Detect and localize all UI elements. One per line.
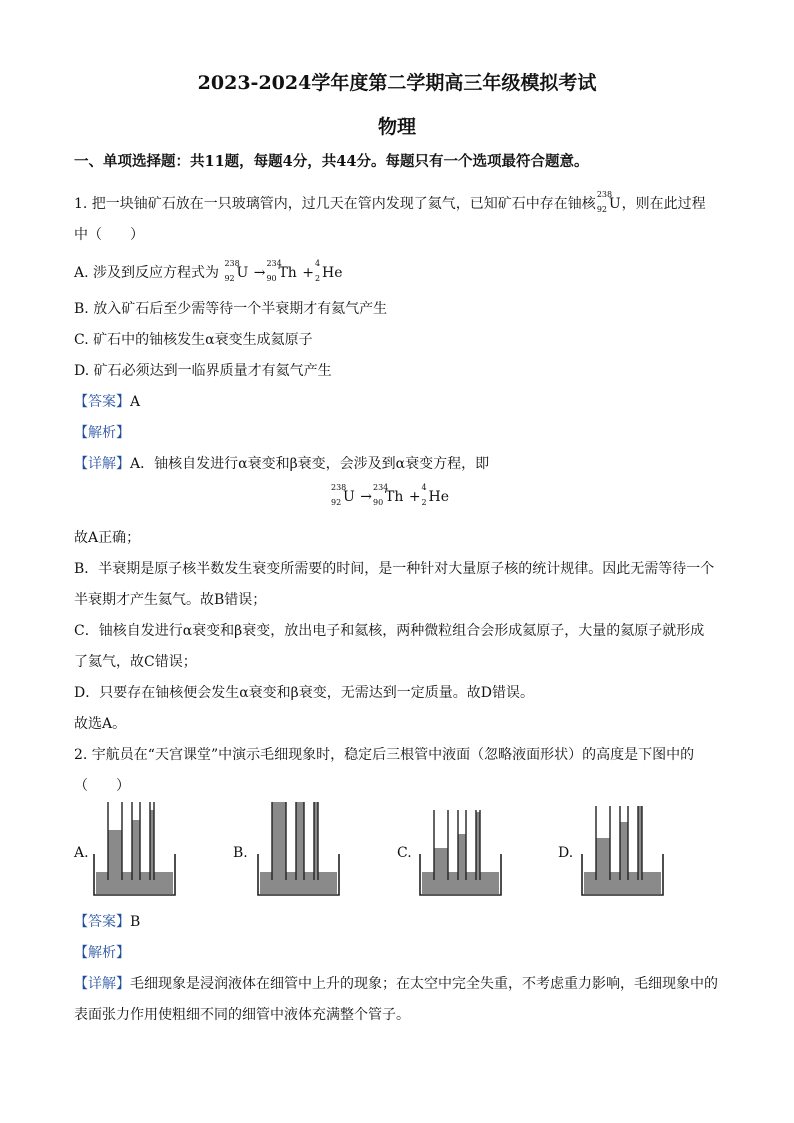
subject-title: 物理 [377,116,416,138]
exam-title: 2023-2024学年度第二学期高三年级模拟考试 [197,72,597,94]
q1-option-b: B. 放入矿石后至少需等待一个半衰期才有氦气产生 [74,301,388,317]
q2-figure-d [580,800,666,897]
q2-label-c: C. [397,845,412,861]
q2-label-d: D. [558,845,574,861]
q1-answer: 【答案】A [74,394,141,410]
q1-option-d: D. 矿石必须达到一临界质量才有氦气产生 [74,363,332,379]
q1-stem-cont: 中（ ） [74,227,144,243]
q1-line-b2: 半衰期才产生氦气。故B错误； [74,592,267,608]
q1-line-a: 故A正确； [74,530,141,546]
nuclide-u: 238 92 U [596,190,621,214]
q1-line-b1: B．半衰期是原子核半数发生衰变所需要的时间，是一种针对大量原子核的统计规律。因此无需等待一个 [74,561,715,577]
q1-analysis-label: 【解析】 [74,425,130,441]
q2-figure-a [92,800,178,897]
q1-option-c: C. 矿石中的铀核发生α衰变生成氦原子 [74,332,313,348]
q1-line-d: D．只要存在铀核便会发生α衰变和β衰变，无需达到一定质量。故D错误。 [74,685,534,701]
q1-detail: 【详解】A．铀核自发进行α衰变和β衰变，会涉及到α衰变方程，即 [74,456,490,472]
q1-conclusion: 故选A。 [74,716,127,732]
q1-line-c1: C．铀核自发进行α衰变和β衰变，放出电子和氦核，两种微粒组合会形成氦原子，大量的氦原子就形成 [74,623,705,639]
q2-detail-cont: 表面张力作用使粗细不同的细管中液体充满整个管子。 [74,1007,410,1023]
q2-label-b: B. [233,845,248,861]
section-heading: 一、单项选择题：共11题，每题4分，共44分。每题只有一个选项最符合题意。 [74,153,589,170]
q2-figure-c [418,800,504,897]
q2-detail: 【详解】毛细现象是浸润液体在细管中上升的现象；在太空中完全失重，不考虑重力影响，毛细现象中的 [74,976,718,992]
q1-line-c2: 了氦气，故C错误； [74,654,197,670]
q2-label-a: A. [74,845,89,861]
q2-stem-cont: （ ） [74,778,130,794]
q2-analysis-label: 【解析】 [74,945,130,961]
q2-answer: 【答案】B [74,914,141,930]
q2-figure-b [256,800,342,897]
q2-stem: 2. 宇航员在“天宫课堂”中演示毛细现象时，稳定后三根管中液面（忽略液面形状）的高度是下图中的 [74,747,695,763]
q1-equation: 238 92 U → 234 90 Th + 4 2 He [331,483,450,507]
q1-stem: 1. 把一块铀矿石放在一只玻璃管内，过几天在管内发现了氦气，已知矿石中存在铀核 238 92 U，则在此过程 [74,190,706,214]
q1-option-a: A. 涉及到反应方程式为 238 92 U → 234 90 Th + 4 2 He [74,259,343,283]
